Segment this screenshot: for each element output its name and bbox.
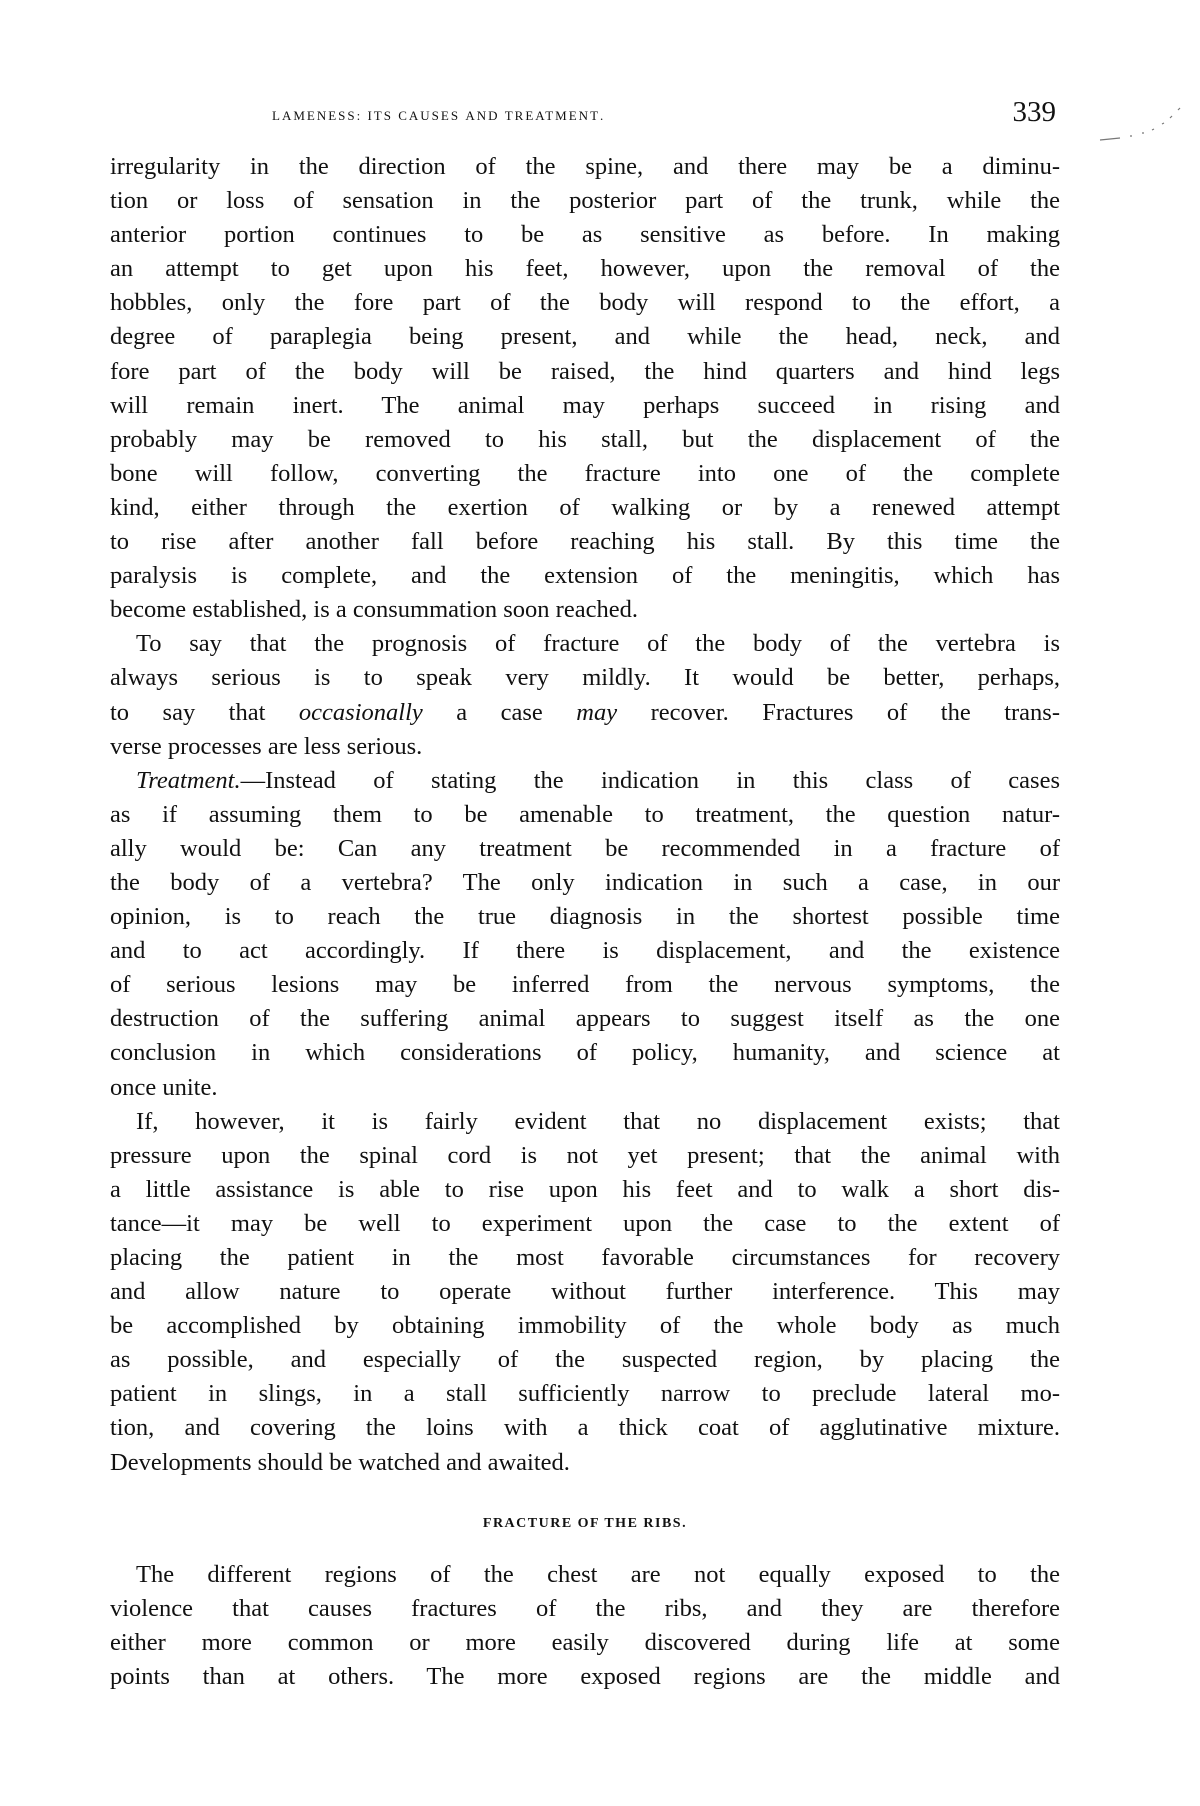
text-line: placing the patient in the most favorable circumstances for recovery (110, 1244, 1060, 1271)
page-number: 339 (1012, 96, 1056, 128)
text-line: degree of paraplegia being present, and while the head, neck, and (110, 323, 1060, 351)
paragraph (110, 1558, 1060, 1694)
text-line: fore part of the body will be raised, the hind quarters and hind legs (110, 357, 1060, 385)
italic-emphasis: occasionally (298, 698, 423, 726)
text-line: as possible, and especially of the suspected region, by placing the (110, 1346, 1060, 1374)
text-line: hobbles, only the fore part of the body will respond to the effort, a (110, 289, 1060, 317)
text-line: tion or loss of sensation in the posterior part of the trunk, while the (110, 187, 1060, 215)
text-line: verse processes are less serious. (110, 732, 423, 760)
text-line: tion, and covering the loins with a thick coat of agglutinative mixture. (110, 1414, 1060, 1442)
text-line: an attempt to get upon his feet, however, upon the removal of the (110, 255, 1060, 283)
text-line: anterior portion continues to be as sensitive as before. In making (110, 221, 1060, 249)
text-line: and to act accordingly. If there is displacement, and the existence (110, 937, 1060, 965)
paragraph (110, 1105, 1060, 1480)
scan-artifact-mark (1090, 100, 1190, 150)
text-line: of serious lesions may be inferred from the nervous symptoms, the (110, 971, 1060, 999)
text-line: become established, is a consummation soon reached. (110, 596, 638, 624)
text-line: either more common or more easily discovered during life at some (110, 1628, 1060, 1656)
italic-emphasis: Treatment. (136, 766, 241, 794)
text-line: ally would be: Can any treatment be recommended in a fracture of (110, 834, 1060, 862)
text-line: conclusion in which considerations of policy, humanity, and science at (110, 1039, 1060, 1067)
italic-emphasis: may (576, 698, 618, 726)
text-line: and allow nature to operate without further interference. This may (110, 1278, 1060, 1306)
text-line: a little assistance is able to rise upon his feet and to walk a short dis- (110, 1175, 1060, 1203)
paragraph (110, 150, 1060, 627)
running-title: lameness: its causes and treatment. (272, 104, 606, 125)
text-line: tance—it may be well to experiment upon the case to the extent of (110, 1209, 1060, 1237)
text-line: to rise after another fall before reaching his stall. By this time the (110, 528, 1060, 556)
text-line: destruction of the suffering animal appears to suggest itself as the one (110, 1005, 1060, 1033)
text-line: the body of a vertebra? The only indication in such a case, in our (110, 868, 1060, 896)
text-line: to say that occasionally a case may recover. Fractures of the trans- (110, 698, 1060, 726)
running-head (110, 96, 1060, 136)
text-line: bone will follow, converting the fracture into one of the complete (110, 459, 1060, 487)
section-body-text (110, 1558, 1060, 1694)
text-line: as if assuming them to be amenable to treatment, the question natur- (110, 800, 1060, 828)
text-line: Treatment.—Instead of stating the indication in this class of cases (136, 766, 1060, 794)
text-line: probably may be removed to his stall, but the displacement of the (110, 425, 1060, 453)
text-line: once unite. (110, 1073, 218, 1101)
text-line: be accomplished by obtaining immobility of the whole body as much (110, 1312, 1060, 1340)
text-line: irregularity in the direction of the spine, and there may be a diminu- (110, 153, 1060, 180)
text-line: To say that the prognosis of fracture of the body of the vertebra is (136, 630, 1060, 658)
text-line: If, however, it is fairly evident that no displacement exists; that (136, 1107, 1060, 1135)
text-line: kind, either through the exertion of walking or by a renewed attempt (110, 493, 1060, 521)
text-line: opinion, is to reach the true diagnosis in the shortest possible time (110, 903, 1060, 931)
book-page (110, 96, 1060, 1694)
text-line: always serious is to speak very mildly. It would be better, perhaps, (110, 664, 1060, 692)
text-line: pressure upon the spinal cord is not yet present; that the animal with (110, 1141, 1060, 1169)
section-heading: FRACTURE OF THE RIBS. (482, 1515, 688, 1531)
text-line: paralysis is complete, and the extension of the meningitis, which has (110, 562, 1060, 590)
body-text (110, 150, 1060, 1480)
paragraph (110, 627, 1060, 763)
text-line: will remain inert. The animal may perhaps succeed in rising and (110, 391, 1060, 419)
text-line: Developments should be watched and awaited. (110, 1448, 570, 1476)
text-line: violence that causes fractures of the ribs, and they are therefore (110, 1594, 1060, 1622)
text-line: patient in slings, in a stall sufficiently narrow to preclude lateral mo- (110, 1380, 1060, 1408)
text-line: points than at others. The more exposed regions are the middle and (110, 1662, 1060, 1690)
text-line: The different regions of the chest are not equally exposed to the (136, 1560, 1060, 1588)
paragraph (110, 764, 1060, 1105)
